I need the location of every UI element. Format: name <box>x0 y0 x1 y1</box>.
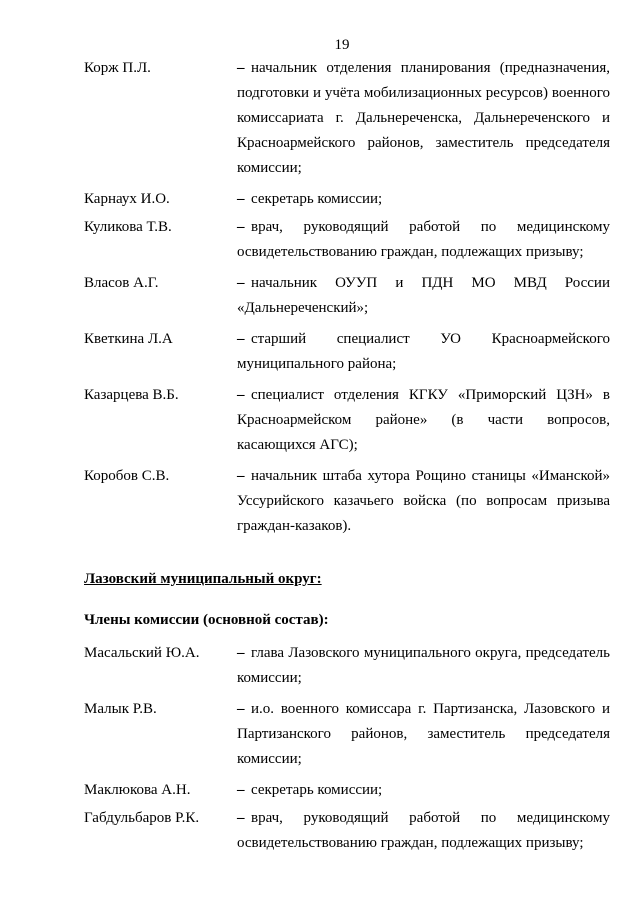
page-number: 19 <box>334 37 350 53</box>
member-name: Маклюкова А.Н. <box>84 782 191 798</box>
member-role: – специалист отделения КГКУ «Приморский ЦЗН» в Красноармейском районе» (в части вопросов, касающихся АГС); <box>237 387 610 453</box>
member-entry <box>84 697 610 772</box>
member-role: – старший специалист УО Красноармейского муниципального района; <box>237 331 610 372</box>
member-entry <box>84 271 610 321</box>
section-title: Лазовский муниципальный округ: <box>84 571 322 587</box>
member-role: – начальник отделения планирования (предназначения, подготовки и учёта мобилизационных ресурсов) военного комиссариата г. Дальнереченска, Дальнереченского и Красноармейского районов, заместитель председателя комиссии; <box>237 60 610 176</box>
member-entry <box>84 215 610 265</box>
member-role: – начальник ОУУП и ПДН МО МВД России «Дальнереченский»; <box>237 275 610 316</box>
member-name: Кветкина Л.А <box>84 331 173 347</box>
member-entry <box>84 187 610 212</box>
section-subtitle: Члены комиссии (основной состав): <box>84 612 329 628</box>
member-name: Корж П.Л. <box>84 60 151 76</box>
member-role: – начальник штаба хутора Рощино станицы «Иманской» Уссурийского казачьего войска (по вопросам призыва граждан-казаков). <box>237 468 610 534</box>
members-list-section2 <box>84 641 610 856</box>
member-entry <box>84 806 610 856</box>
member-name: Масальский Ю.А. <box>84 645 200 661</box>
document-body <box>84 56 610 856</box>
member-role: – врач, руководящий работой по медицинскому освидетельствованию граждан, подлежащих призыву; <box>237 219 610 260</box>
member-entry <box>84 464 610 539</box>
members-list-section1 <box>84 56 610 539</box>
member-role: – секретарь комиссии; <box>237 191 383 207</box>
member-name: Карнаух И.О. <box>84 191 170 207</box>
member-name: Малык Р.В. <box>84 701 157 717</box>
member-role: – и.о. военного комиссара г. Партизанска, Лазовского и Партизанского районов, заместитель председателя комиссии; <box>237 701 610 767</box>
member-entry <box>84 327 610 377</box>
member-entry <box>84 383 610 458</box>
member-name: Куликова Т.В. <box>84 219 172 235</box>
member-name: Габдульбаров Р.К. <box>84 810 200 826</box>
member-role: – глава Лазовского муниципального округа, председатель комиссии; <box>237 645 610 686</box>
member-entry <box>84 56 610 181</box>
member-name: Казарцева В.Б. <box>84 387 179 403</box>
member-role: – врач, руководящий работой по медицинскому освидетельствованию граждан, подлежащих призыву; <box>237 810 610 851</box>
member-entry <box>84 778 610 803</box>
member-name: Власов А.Г. <box>84 275 159 291</box>
member-name: Коробов С.В. <box>84 468 170 484</box>
member-entry <box>84 641 610 691</box>
member-role: – секретарь комиссии; <box>237 782 383 798</box>
